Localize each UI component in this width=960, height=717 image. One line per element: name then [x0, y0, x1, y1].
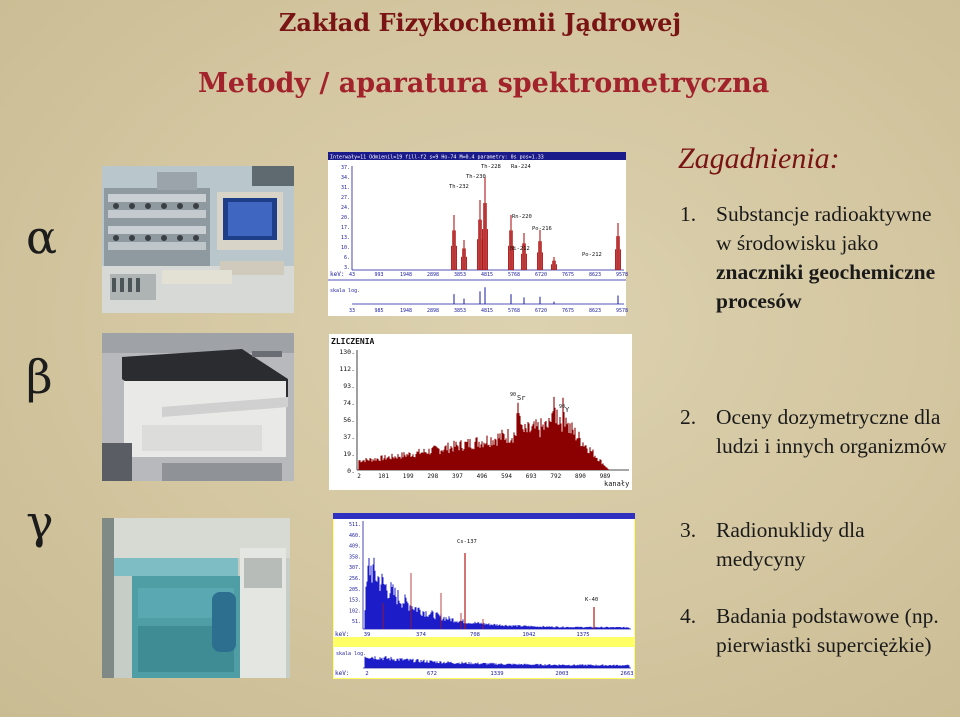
topic-4-number: 4. [680, 604, 697, 628]
alpha-lower-xtick: 9578 [615, 308, 629, 314]
alpha-xtick: 6720 [534, 272, 548, 278]
gamma-xtick: 1042 [522, 632, 536, 638]
beta-xtick: 199 [402, 473, 414, 480]
topics-title: Zagadnienia: [678, 142, 840, 175]
gamma-lower-xlabel: keV: [335, 670, 350, 677]
alpha-peak-label: Po-212 [582, 252, 602, 258]
gamma-lower-xtick: 1339 [490, 671, 504, 677]
beta-spectrum [329, 334, 632, 490]
alpha-lower-xtick: 2898 [426, 308, 440, 314]
beta-xtick: 496 [476, 473, 488, 480]
alpha-xtick: 5768 [507, 272, 521, 278]
beta-peak1-label: Sr [517, 394, 526, 402]
topic-1 [680, 200, 950, 316]
gamma-lower-xtick: 2663 [620, 671, 634, 677]
alpha-xtick: 9578 [615, 272, 629, 278]
topic-3 [680, 516, 950, 574]
alpha-lower-xtick: 33 [348, 308, 356, 314]
alpha-lab-photo [102, 166, 294, 313]
alpha-lower-xtick: 8623 [588, 308, 602, 314]
alpha-xtick: 43 [348, 272, 356, 278]
alpha-ytick: 24. [340, 205, 350, 211]
topic-3-number: 3. [680, 518, 697, 542]
beta-xtick: 693 [525, 473, 537, 480]
gamma-lower-xtick: 672 [427, 671, 437, 677]
beta-ylabel: ZLICZENIA [331, 337, 375, 346]
gamma-peak-label: K-40 [585, 597, 599, 603]
alpha-xtick: 3853 [453, 272, 467, 278]
page-subtitle: Metody / aparatura spektrometryczna [198, 68, 770, 99]
beta-xtick: 890 [574, 473, 586, 480]
topic-4-text: Badania podstawowe (np. pierwiastki superciężkie) [716, 604, 939, 657]
beta-peak2-label: Y [565, 406, 570, 414]
beta-xtick: 101 [378, 473, 390, 480]
alpha-ytick: 31. [340, 185, 350, 191]
gamma-ytick: 205. [348, 586, 361, 593]
alpha-xtick: 7675 [561, 272, 575, 278]
alpha-peak-label: Th-230 [466, 174, 486, 180]
topic-2 [680, 403, 950, 461]
gamma-lower-xtick: 2 [365, 671, 369, 677]
beta-ytick: 93. [343, 382, 355, 390]
gamma-ytick: 460. [348, 532, 361, 539]
alpha-peak-label: Bi-212 [510, 246, 530, 252]
gamma-ytick: 102. [348, 608, 361, 615]
alpha-ytick: 13. [340, 235, 350, 241]
alpha-symbol: α [26, 210, 58, 264]
gamma-xlabel: keV: [335, 631, 350, 638]
beta-ytick: 56. [343, 416, 355, 424]
gamma-ytick: 409. [348, 543, 361, 550]
topic-3-text: Radionuklidy dla medycyny [716, 518, 865, 571]
alpha-peak-label: Rn-220 [512, 214, 532, 220]
beta-peak2-sup: 90 [559, 404, 566, 410]
gamma-ytick: 511. [348, 522, 361, 528]
gamma-peak-label: Cs-137 [457, 539, 477, 545]
beta-peak1-sup: 90 [510, 392, 517, 398]
beta-ytick: 74. [343, 399, 355, 407]
alpha-lower-label: skala log. [330, 288, 361, 294]
beta-xtick: 397 [451, 473, 463, 480]
alpha-lower-xtick: 7675 [561, 308, 575, 314]
beta-ytick: 19. [343, 450, 355, 458]
alpha-header-text: Interwały=11 Odmienil=19 fill-f2 s=9 Ho-74 M=0.4 parametry: 0s pos=1.33 [330, 154, 544, 161]
beta-symbol: β [26, 350, 53, 404]
alpha-peak-label: Th-232 [449, 184, 469, 190]
beta-spectrum-bars [359, 397, 625, 470]
gamma-ytick: 307. [348, 565, 361, 572]
gamma-ytick: 358. [348, 554, 361, 561]
gamma-ytick: 51. [351, 619, 361, 626]
topic-1-number: 1. [680, 202, 697, 226]
topic-2-number: 2. [680, 405, 697, 429]
alpha-lower-xtick: 985 [374, 308, 384, 314]
beta-ytick: 37. [343, 433, 355, 441]
alpha-lower-xtick: 3853 [453, 308, 467, 314]
alpha-ytick: 27. [340, 195, 350, 201]
beta-xtick: 989 [599, 473, 611, 480]
alpha-xtick: 1948 [399, 272, 413, 278]
alpha-xlabel: keV: [330, 271, 345, 278]
alpha-spectrum [328, 152, 629, 316]
alpha-lower-xtick: 4815 [480, 308, 494, 314]
alpha-lower-xtick: 5768 [507, 308, 521, 314]
gamma-xtick: 374 [416, 632, 426, 638]
gamma-symbol: γ [26, 495, 54, 549]
gamma-detector-photo [102, 518, 290, 678]
alpha-ytick: 34. [340, 175, 350, 181]
beta-xtick: 298 [427, 473, 439, 480]
gamma-xtick: 39 [363, 632, 371, 638]
beta-ytick: 130. [339, 348, 355, 356]
alpha-peak-label: Po-216 [532, 226, 552, 232]
alpha-xtick: 993 [374, 272, 384, 278]
alpha-xtick: 2898 [426, 272, 440, 278]
alpha-lower-xtick: 6720 [534, 308, 548, 314]
beta-xtick: 2 [357, 473, 361, 480]
alpha-xtick: 8623 [588, 272, 602, 278]
alpha-lower-xtick: 1948 [399, 308, 413, 314]
alpha-xtick: 4815 [480, 272, 494, 278]
beta-counter-photo [102, 333, 294, 481]
alpha-ytick: 3. [343, 265, 350, 271]
gamma-ytick: 153. [348, 597, 361, 604]
alpha-peak-label: Ra-224 [511, 164, 531, 170]
beta-ytick: 112. [339, 365, 355, 373]
beta-xtick: 594 [501, 473, 513, 480]
topic-4 [680, 602, 950, 660]
beta-ytick: 0. [347, 467, 355, 475]
alpha-ytick: 17. [340, 225, 350, 231]
gamma-lower-label: skala log. [336, 651, 367, 657]
page-title: Zakład Fizykochemii Jądrowej [278, 8, 682, 37]
gamma-xtick: 1375 [576, 632, 590, 638]
alpha-ytick: 20. [340, 215, 350, 221]
beta-xtick: 792 [550, 473, 562, 480]
gamma-lower-xtick: 2003 [555, 671, 569, 677]
alpha-ytick: 10. [340, 245, 350, 251]
alpha-ytick: 6. [343, 255, 350, 261]
alpha-peak-label: Th-228 [481, 164, 501, 170]
topic-2-text: Oceny dozymetryczne dla ludzi i innych organizmów [716, 405, 947, 458]
alpha-ytick: 37. [340, 165, 350, 171]
beta-xlabel: kanały [604, 480, 630, 488]
gamma-xtick: 708 [470, 632, 480, 638]
topic-1-text: Substancje radioaktywne w środowisku jako [716, 202, 932, 255]
topic-1-bold: znaczniki geochemiczne procesów [716, 260, 936, 313]
gamma-ytick: 256. [348, 576, 361, 582]
gamma-spectrum [333, 513, 635, 679]
